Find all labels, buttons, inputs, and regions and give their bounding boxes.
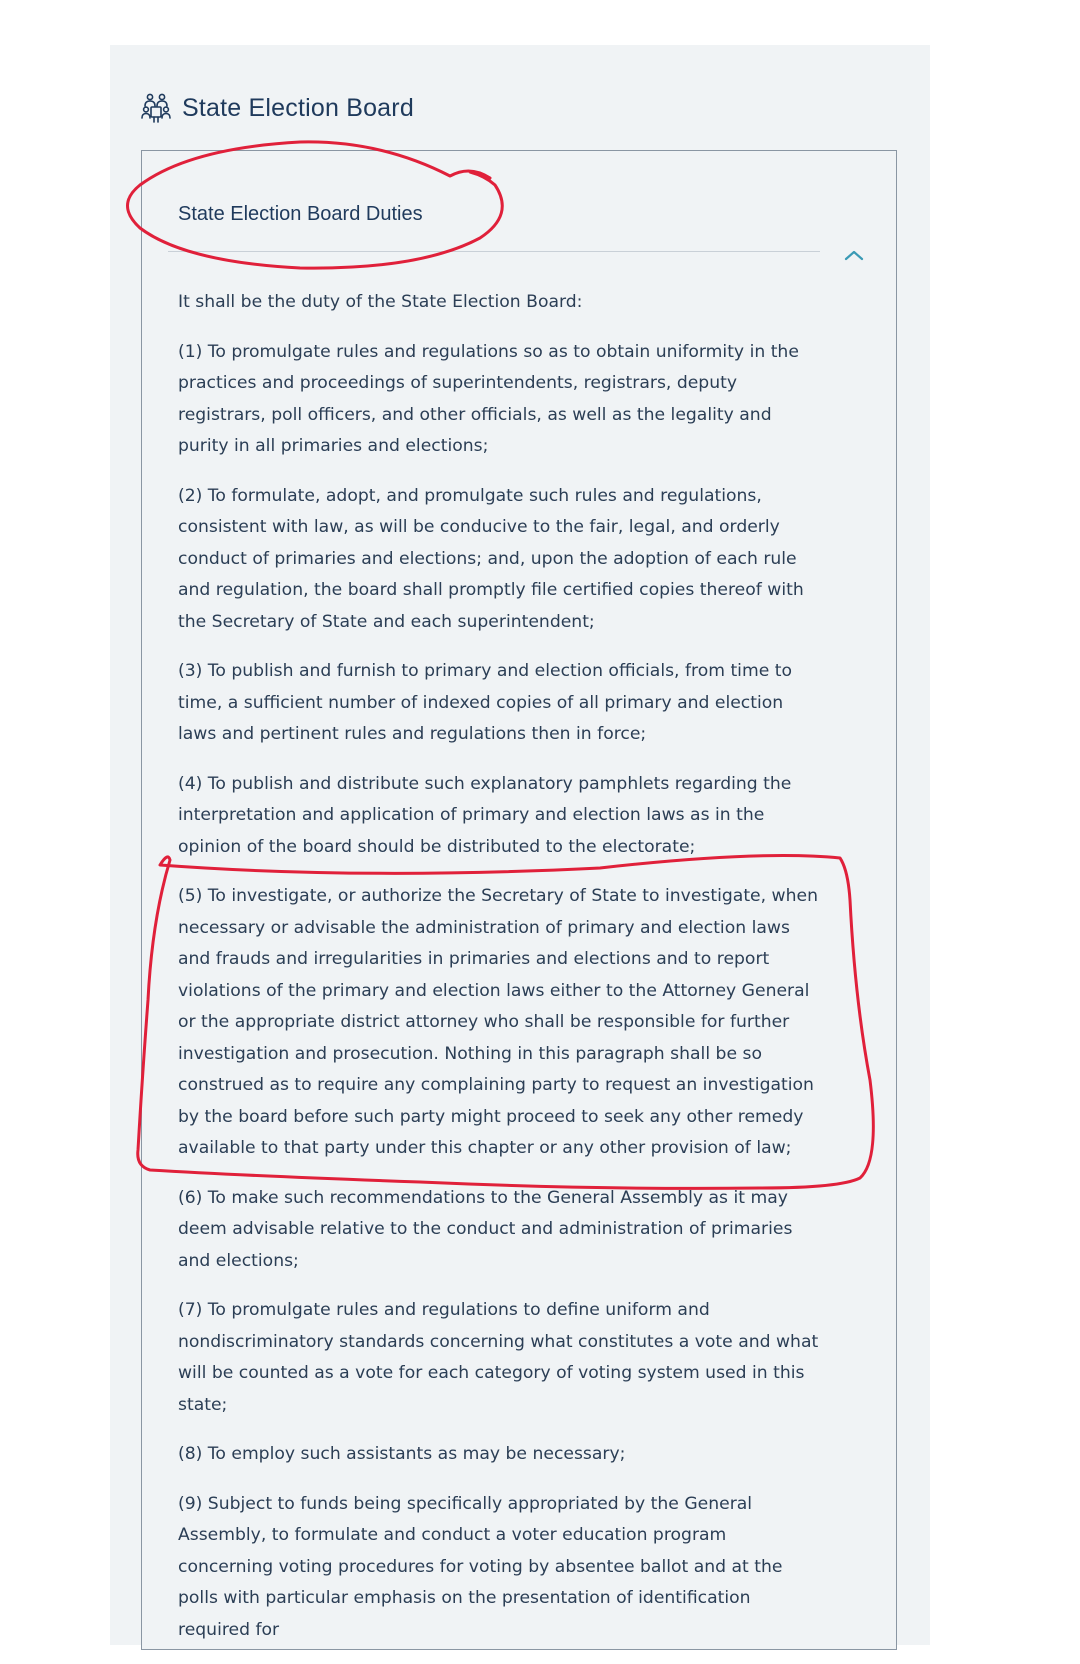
duty-item-2: (2) To formulate, adopt, and promulgate such rules and regulations, consistent with law, as will be conducive to the fair, legal, and orderly conduct of primaries and elections; and, upon the adoption of each rule and regulation, the board shall promptly file certified copies thereof with the Secretary of State and each superintendent; [178,485,804,632]
accordion-divider [168,251,820,252]
accordion-content [178,287,826,1664]
duty-item-3: (3) To publish and furnish to primary and election officials, from time to time, a sufficient number of indexed copies of all primary and election laws and pertinent rules and regulations then in force; [178,661,792,744]
section-title: State Election Board [182,93,414,122]
people-group-icon [140,92,172,124]
duty-item-9: (9) Subject to funds being specifically appropriated by the General Assembly, to formulate and conduct a voter education program concerning voting procedures for voting by absentee ballot and at the polls with particular emphasis on the presentation of identification required for [178,1493,783,1640]
chevron-up-icon[interactable] [844,247,864,261]
duty-item-7: (7) To promulgate rules and regulations to define uniform and nondiscriminatory standards concerning what constitutes a vote and what will be counted as a vote for each category of voting system used in this state; [178,1300,819,1415]
duty-item-6: (6) To make such recommendations to the General Assembly as it may deem advisable relative to the conduct and administration of primaries and elections; [178,1187,793,1271]
duty-item-8: (8) To employ such assistants as may be necessary; [178,1444,626,1464]
accordion-card [141,150,897,1650]
section-header [140,92,414,124]
intro-text: It shall be the duty of the State Election Board: [178,292,583,312]
duty-item-4: (4) To publish and distribute such explanatory pamphlets regarding the interpretation and application of primary and election laws as in the opinion of the board should be distributed to the electorate; [178,773,792,857]
duty-item-1: (1) To promulgate rules and regulations so as to obtain uniformity in the practices and proceedings of superintendents, registrars, deputy registrars, poll officers, and other officials, as well as the legality and purity in all primaries and elections; [178,341,799,456]
duty-item-5: (5) To investigate, or authorize the Secretary of State to investigate, when necessary or advisable the administration of primary and election laws and frauds and irregularities in primaries and elections and to report violations of the primary and election laws either to the Attorney General or the appropriate district attorney who shall be responsible for further investigation and prosecution. Nothing in this paragraph shall be so construed as to require any complaining party to request an investigation by the board before such party might proceed to seek any other remedy available to that party under this chapter or any other provision of law; [178,886,818,1158]
accordion-title[interactable]: State Election Board Duties [178,203,423,225]
